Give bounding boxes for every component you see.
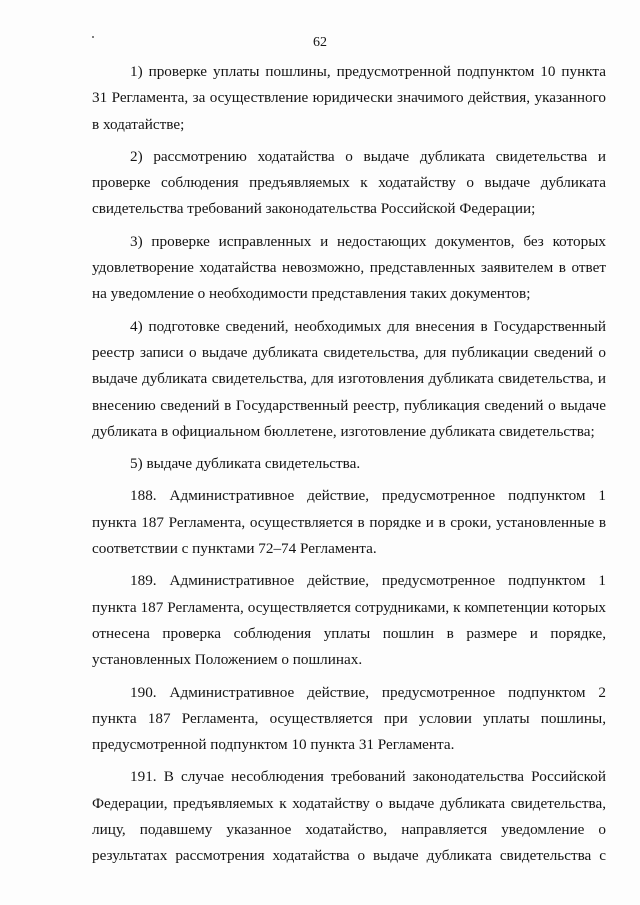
paragraph-clause-188: 188. Административное действие, предусмотренное подпунктом 1 пункта 187 Регламента, осуществляется в порядке и в сроки, установленные в соответствии с пунктами 72–74 Регламента.	[92, 487, 606, 558]
paragraph-item-4: 4) подготовке сведений, необходимых для внесения в Государственный реестр записи о выдаче дубликата свидетельства, для публикации сведений о выдаче дубликата свидетельства, для изготовления дубликата свидетельства, и внесению сведений в Государственный реестр, публикация сведений о выдаче дубликата в официальном бюллетене, изготовление дубликата свидетельства;	[92, 317, 606, 440]
paragraph-clause-189: 189. Административное действие, предусмотренное подпунктом 1 пункта 187 Регламента, осуществляется сотрудниками, к компетенции которых отнесена проверка соблюдения уплаты пошлин в размере и порядке, установленных Положением о пошлинах.	[92, 572, 606, 669]
page-number: 62	[313, 35, 327, 50]
paragraph-item-3: 3) проверке исправленных и недостающих документов, без которых удовлетворение ходатайства невозможно, представленных заявителем в ответ на уведомление о необходимости представления таких документов;	[92, 232, 606, 303]
paragraph-clause-190: 190. Административное действие, предусмотренное подпунктом 2 пункта 187 Регламента, осуществляется при условии уплаты пошлины, предусмотренной подпунктом 10 пункта 31 Регламента.	[92, 683, 606, 754]
paragraph-item-2: 2) рассмотрению ходатайства о выдаче дубликата свидетельства и проверке соблюдения предъявляемых к ходатайству о выдаче дубликата свидетельства требований законодательства Российской Федерации;	[92, 147, 606, 218]
paragraph-item-5: 5) выдаче дубликата свидетельства.	[130, 455, 361, 473]
document-body	[92, 59, 606, 876]
paragraph-item-1: 1) проверке уплаты пошлины, предусмотренной подпунктом 10 пункта 31 Регламента, за осуществление юридически значимого действия, указанного в ходатайстве;	[92, 63, 606, 133]
paragraph-clause-191: 191. В случае несоблюдения требований законодательства Российской Федерации, предъявляемых к ходатайству о выдаче дубликата свидетельства, лицу, подавшему указанное ходатайство, направляется уведомление о результатах рассмотрения ходатайства о выдаче дубликата свидетельства с	[92, 768, 606, 865]
